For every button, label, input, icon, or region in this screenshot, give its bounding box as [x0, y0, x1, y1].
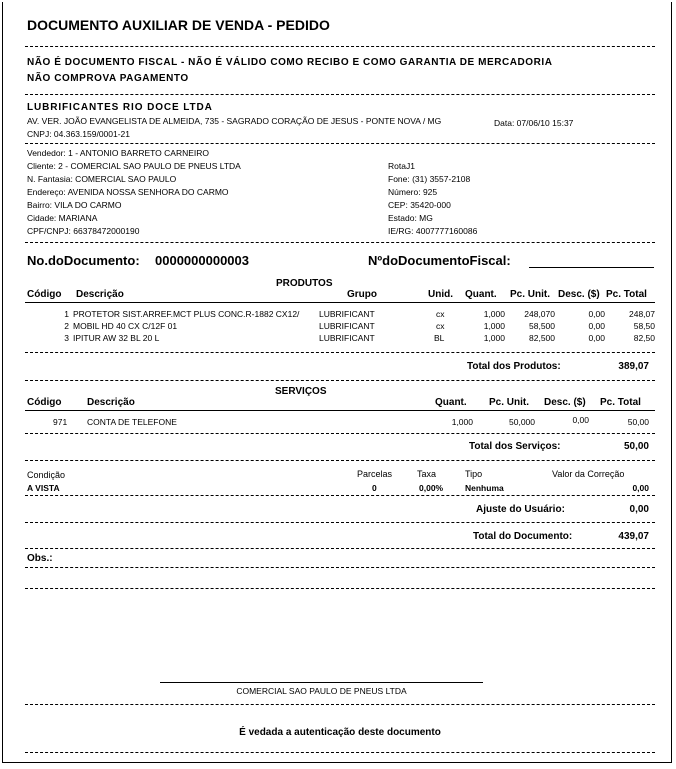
notice-line-2: NÃO COMPROVA PAGAMENTO: [27, 73, 189, 84]
taxa-label: Taxa: [417, 469, 437, 479]
nome-fantasia: N. Fantasia: COMERCIAL SAO PAULO: [27, 174, 177, 184]
bairro: Bairro: VILA DO CARMO: [27, 200, 122, 210]
divider: [25, 143, 655, 144]
total-document-value: 439,07: [618, 531, 649, 542]
company-address: AV. VER. JOÃO EVANGELISTA DE ALMEIDA, 735 - SAGRADO CORAÇÃO DE JESUS - PONTE NOVA / MG: [27, 116, 442, 126]
obs-line: [25, 588, 655, 589]
company-cnpj: CNPJ: 04.363.159/0001-21: [27, 129, 131, 139]
correcao-label: Valor da Correção: [552, 469, 625, 479]
product-grupo: LUBRIFICANT: [319, 309, 375, 319]
products-header-descricao: Descrição: [76, 289, 124, 300]
endereco: Endereço: AVENIDA NOSSA SENHORA DO CARMO: [27, 187, 229, 197]
divider: [25, 352, 655, 353]
product-pc-total: 82,50: [633, 333, 655, 343]
correcao-value: 0,00: [632, 483, 649, 493]
tipo-value: Nenhuma: [465, 483, 504, 493]
product-descricao: MOBIL HD 40 CX C/12F 01: [73, 321, 178, 331]
signature-name: COMERCIAL SAO PAULO DE PNEUS LTDA: [236, 686, 407, 696]
service-pc-unit: 50,000: [509, 417, 535, 427]
divider: [25, 94, 655, 95]
ajuste-value: 0,00: [629, 504, 649, 515]
product-codigo: 3: [64, 333, 69, 343]
rota: RotaJ1: [388, 161, 415, 171]
product-quant: 1,000: [483, 309, 505, 319]
product-quant: 1,000: [483, 321, 505, 331]
notice-line-1: NÃO É DOCUMENTO FISCAL - NÃO É VÁLIDO COMO RECIBO E COMO GARANTIA DE MERCADORIA: [27, 57, 553, 68]
product-desc: 0,00: [588, 333, 605, 343]
services-header-line: [25, 410, 655, 411]
product-descricao: PROTETOR SIST.ARREF.MCT PLUS CONC.R-1882 CX12/: [73, 309, 300, 319]
services-header-pc-total: Pc. Total: [600, 397, 641, 408]
estado: Estado: MG: [388, 213, 433, 223]
divider: [25, 495, 655, 496]
doc-number-label: No.doDocumento:: [27, 253, 140, 268]
service-desc: 0,00: [572, 415, 589, 425]
obs-line: [25, 567, 655, 568]
products-header-line: [25, 302, 655, 303]
signature-line: [160, 682, 483, 683]
condicao-label: Condição: [27, 470, 66, 480]
obs-label: Obs.:: [27, 553, 53, 564]
tipo-label: Tipo: [465, 469, 483, 479]
divider: [25, 752, 655, 753]
service-codigo: 971: [53, 417, 68, 427]
document-date: Data: 07/06/10 15:37: [494, 118, 574, 128]
product-pc-total: 58,50: [633, 321, 655, 331]
product-grupo: LUBRIFICANT: [319, 321, 375, 331]
fiscal-number-line: [529, 267, 654, 268]
company-name: LUBRIFICANTES RIO DOCE LTDA: [27, 102, 213, 113]
document-title: DOCUMENTO AUXILIAR DE VENDA - PEDIDO: [27, 17, 330, 33]
fone: Fone: (31) 3557-2108: [388, 174, 471, 184]
services-header-desc: Desc. ($): [544, 397, 586, 408]
services-header-codigo: Código: [27, 397, 62, 408]
services-header-pc-unit: Pc. Unit.: [489, 397, 530, 408]
product-desc: 0,00: [588, 309, 605, 319]
product-codigo: 1: [64, 309, 69, 319]
divider: [25, 548, 655, 549]
cidade: Cidade: MARIANA: [27, 213, 98, 223]
products-header-quant: Quant.: [465, 289, 497, 300]
fiscal-number-label: NºdoDocumentoFiscal:: [368, 253, 511, 268]
products-header-pc-total: Pc. Total: [606, 289, 647, 300]
services-total-label: Total dos Serviços:: [469, 441, 561, 452]
product-pc-total: 248,07: [629, 309, 655, 319]
services-header-quant: Quant.: [435, 397, 467, 408]
product-codigo: 2: [64, 321, 69, 331]
parcelas-label: Parcelas: [357, 469, 393, 479]
divider: [25, 433, 655, 434]
products-header-codigo: Código: [27, 289, 62, 300]
product-pc-unit: 58,500: [529, 321, 555, 331]
divider: [25, 46, 655, 47]
products-header-pc-unit: Pc. Unit.: [510, 289, 551, 300]
cliente: Cliente: 2 - COMERCIAL SAO PAULO DE PNEUS LTDA: [27, 161, 241, 171]
vendedor: Vendedor: 1 - ANTONIO BARRETO CARNEIRO: [27, 148, 210, 158]
products-header-unid: Unid.: [428, 289, 453, 300]
service-quant: 1,000: [451, 417, 473, 427]
product-descricao: IPITUR AW 32 BL 20 L: [73, 333, 160, 343]
service-descricao: CONTA DE TELEFONE: [87, 417, 177, 427]
doc-number: 0000000000003: [155, 253, 249, 268]
services-section-title: SERVIÇOS: [275, 386, 327, 397]
products-section-title: PRODUTOS: [276, 278, 333, 289]
products-header-desc: Desc. ($): [558, 289, 600, 300]
product-desc: 0,00: [588, 321, 605, 331]
taxa-value: 0,00%: [419, 483, 444, 493]
product-unid: BL: [434, 333, 445, 343]
service-pc-total: 50,00: [627, 417, 649, 427]
divider: [25, 522, 655, 523]
product-unid: cx: [436, 321, 445, 331]
footer-notice: É vedada a autenticação deste documento: [239, 727, 441, 738]
divider: [25, 380, 655, 381]
products-total-value: 389,07: [618, 361, 649, 372]
services-header-descricao: Descrição: [87, 397, 135, 408]
divider: [25, 460, 655, 461]
ie-rg: IE/RG: 4007777160086: [388, 226, 478, 236]
services-total-value: 50,00: [623, 441, 649, 452]
document-page: [2, 2, 672, 763]
numero: Número: 925: [388, 187, 438, 197]
cep: CEP: 35420-000: [388, 200, 451, 210]
product-pc-unit: 82,500: [529, 333, 555, 343]
total-document-label: Total do Documento:: [473, 531, 573, 542]
condicao-value: A VISTA: [27, 483, 60, 493]
divider: [25, 704, 655, 705]
cpf-cnpj: CPF/CNPJ: 66378472000190: [27, 226, 140, 236]
product-pc-unit: 248,070: [524, 309, 555, 319]
parcelas-value: 0: [372, 483, 377, 493]
product-quant: 1,000: [483, 333, 505, 343]
products-header-grupo: Grupo: [347, 289, 377, 300]
ajuste-label: Ajuste do Usuário:: [476, 504, 565, 515]
products-total-label: Total dos Produtos:: [467, 361, 561, 372]
product-unid: cx: [436, 309, 445, 319]
divider: [25, 242, 655, 243]
product-grupo: LUBRIFICANT: [319, 333, 375, 343]
